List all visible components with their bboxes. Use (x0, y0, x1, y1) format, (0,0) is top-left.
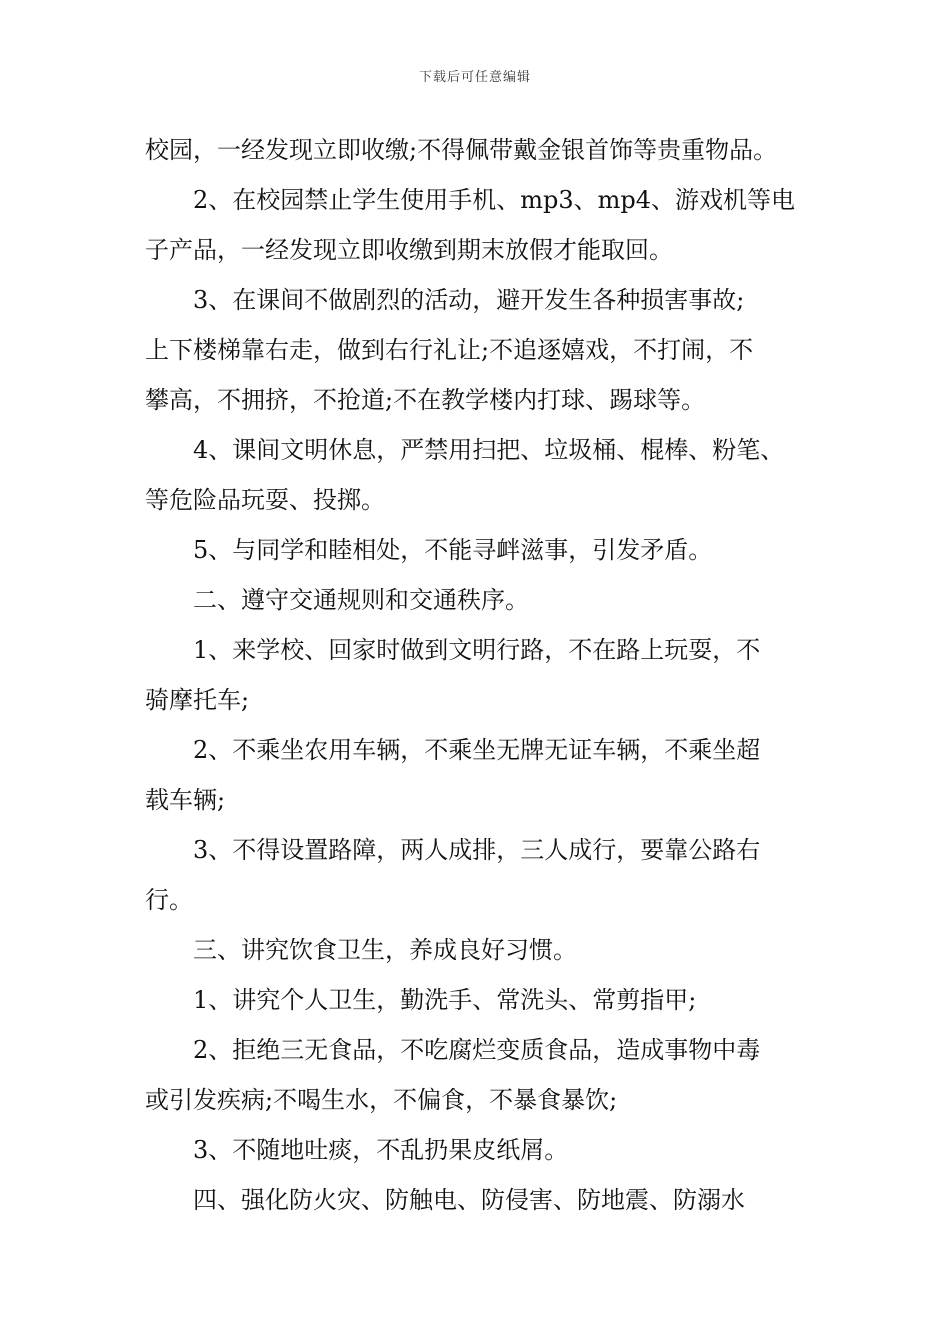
text-line-11: 1、来学校、回家时做到文明行路，不在路上玩耍，不 (193, 636, 761, 664)
section-heading-4: 四、强化防火灾、防触电、防侵害、防地震、防溺水 (193, 1186, 745, 1214)
text-line-14: 载车辆; (145, 786, 226, 814)
text-line-1: 校园，一经发现立即收缴;不得佩带戴金银首饰等贵重物品。 (145, 136, 778, 164)
text-line-4: 3、在课间不做剧烈的活动，避开发生各种损害事故; (193, 286, 745, 314)
document-body (145, 125, 825, 1225)
text-line-7: 4、课间文明休息，严禁用扫把、垃圾桶、棍棒、粉笔、 (193, 436, 785, 464)
text-line-18: 1、讲究个人卫生，勤洗手、常洗头、常剪指甲; (193, 986, 697, 1014)
text-line-12: 骑摩托车; (145, 686, 250, 714)
page-header: 下载后可任意编辑 (418, 70, 531, 85)
text-line-21: 3、不随地吐痰，不乱扔果皮纸屑。 (193, 1136, 569, 1164)
text-line-16: 行。 (145, 886, 193, 914)
section-heading-2: 二、遵守交通规则和交通秩序。 (193, 586, 529, 614)
text-line-9: 5、与同学和睦相处，不能寻衅滋事，引发矛盾。 (193, 536, 713, 564)
text-line-19: 2、拒绝三无食品，不吃腐烂变质食品，造成事物中毒 (193, 1036, 761, 1064)
text-line-8: 等危险品玩耍、投掷。 (145, 486, 385, 514)
section-heading-3: 三、讲究饮食卫生，养成良好习惯。 (193, 936, 577, 964)
text-line-20: 或引发疾病;不喝生水，不偏食，不暴食暴饮; (145, 1086, 618, 1114)
text-line-13: 2、不乘坐农用车辆，不乘坐无牌无证车辆，不乘坐超 (193, 736, 761, 764)
text-line-5: 上下楼梯靠右走，做到右行礼让;不追逐嬉戏，不打闹，不 (145, 336, 754, 364)
text-line-15: 3、不得设置路障，两人成排，三人成行，要靠公路右 (193, 836, 761, 864)
text-line-6: 攀高，不拥挤，不抢道;不在教学楼内打球、踢球等。 (145, 386, 706, 414)
text-line-3: 子产品，一经发现立即收缴到期末放假才能取回。 (145, 236, 673, 264)
text-line-2: 2、在校园禁止学生使用手机、mp3、mp4、游戏机等电 (193, 186, 796, 214)
